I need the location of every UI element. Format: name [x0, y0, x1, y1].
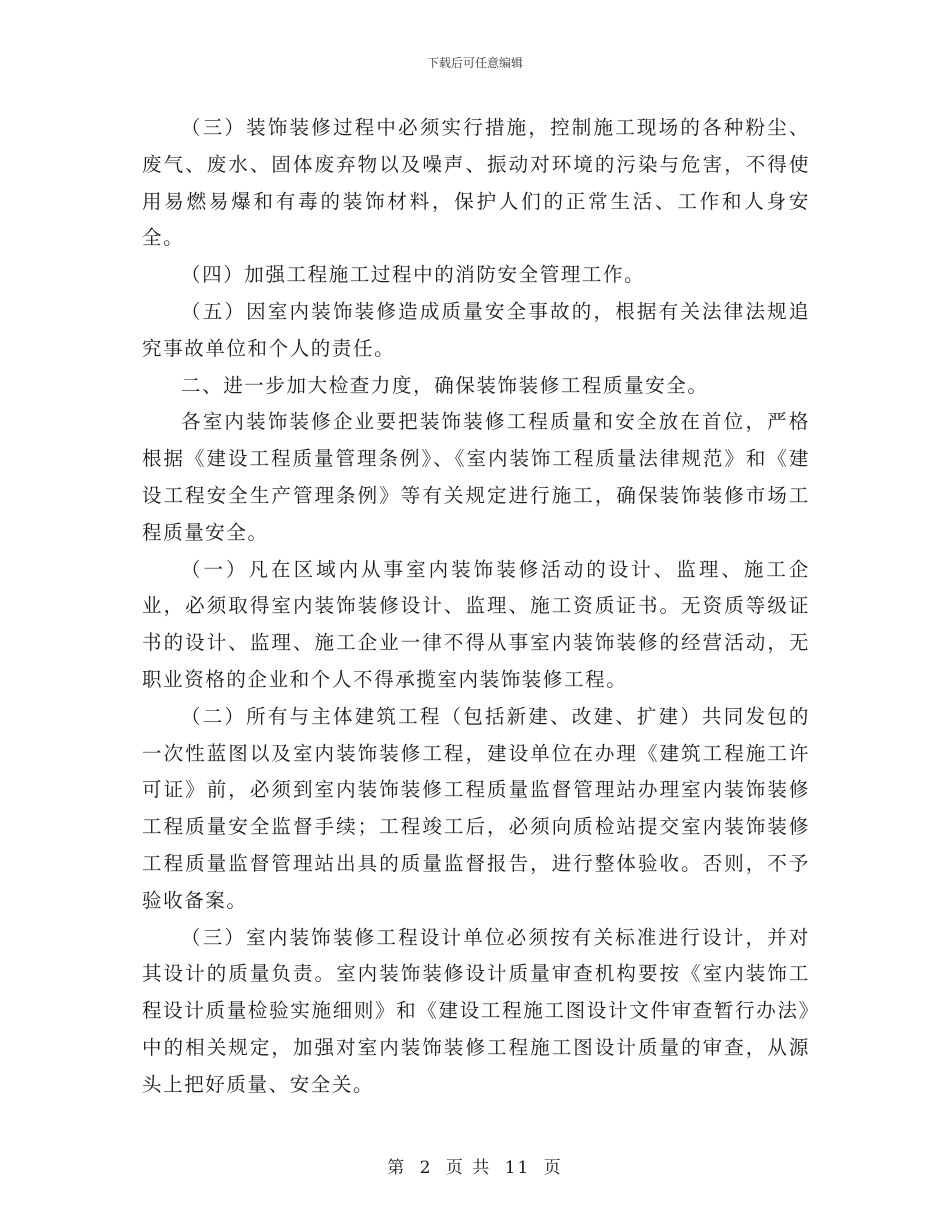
paragraph: （三）装饰装修过程中必须实行措施，控制施工现场的各种粉尘、废气、废水、固体废弃物以及噪声、振动对环境的污染与危害，不得使用易燃易爆和有毒的装饰材料，保护人们的正常生活、工作和人身安全。 — [142, 116, 810, 250]
paragraph: 各室内装饰装修企业要把装饰装修工程质量和安全放在首位，严格根据《建设工程质量管理条例》、《室内装饰工程质量法律规范》和《建设工程安全生产管理条例》等有关规定进行施工，确保装饰装修市场工程质量安全。 — [142, 410, 810, 544]
page-header: 下载后可任意编辑 — [426, 56, 523, 70]
section-heading: 二、进一步加大检查力度，确保装饰装修工程质量安全。 — [181, 373, 709, 397]
page-footer — [0, 1153, 950, 1178]
footer-middle: 页 共 — [445, 1158, 492, 1178]
footer-suffix: 页 — [543, 1158, 563, 1178]
paragraph: （四）加强工程施工过程中的消防安全管理工作。 — [181, 263, 646, 287]
paragraph: （五）因室内装饰装修造成质量安全事故的，根据有关法律法规追究事故单位和个人的责任。 — [142, 299, 810, 360]
footer-prefix: 第 — [387, 1158, 407, 1178]
footer-total-pages: 11 — [504, 1158, 531, 1178]
paragraph: （二）所有与主体建筑工程（包括新建、改建、扩建）共同发包的一次性蓝图以及室内装饰装修工程，建设单位在办理《建筑工程施工许可证》前，必须到室内装饰装修工程质量监督管理站办理室内装饰装修工程质量安全监督手续；工程竣工后，必须向质检站提交室内装饰装修工程质量监督管理站出具的质量监督报告，进行整体验收。否则，不予验收备案。 — [142, 704, 810, 912]
paragraph: （一）凡在区域内从事室内装饰装修活动的设计、监理、施工企业，必须取得室内装饰装修设计、监理、施工资质证书。无资质等级证书的设计、监理、施工企业一律不得从事室内装饰装修的经营活动，无职业资格的企业和个人不得承揽室内装饰装修工程。 — [142, 557, 810, 691]
document-body — [142, 110, 810, 1104]
footer-page-number: 2 — [419, 1158, 433, 1178]
paragraph: （三）室内装饰装修工程设计单位必须按有关标准进行设计，并对其设计的质量负责。室内装饰装修设计质量审查机构要按《室内装饰工程设计质量检验实施细则》和《建设工程施工图设计文件审查暂行办法》中的相关规定，加强对室内装饰装修工程施工图设计质量的审查，从源头上把好质量、安全关。 — [142, 925, 810, 1096]
